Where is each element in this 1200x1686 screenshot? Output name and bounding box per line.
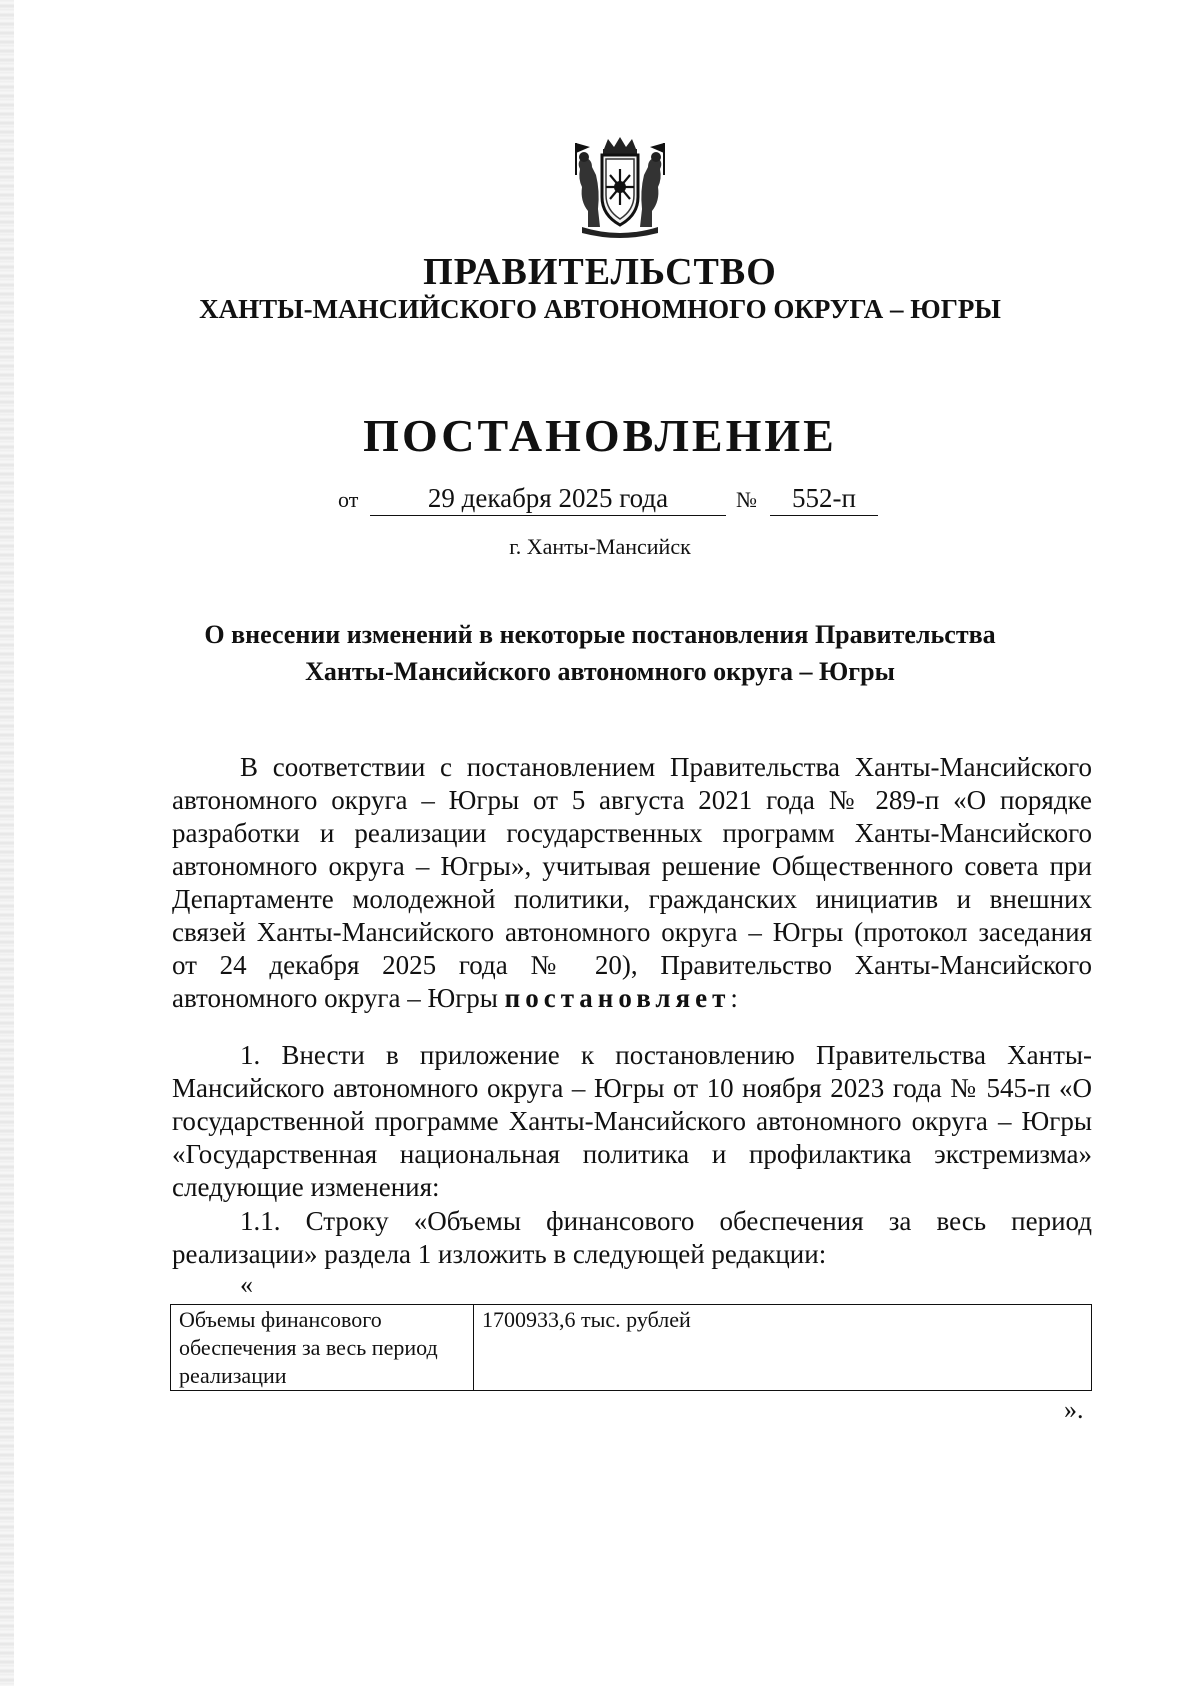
- region-title: ХАНТЫ-МАНСИЙСКОГО АВТОНОМНОГО ОКРУГА – ЮГРЫ: [199, 294, 1001, 324]
- clause-1-paragraph: [172, 1039, 1092, 1204]
- date-prefix-label: от: [338, 487, 359, 512]
- preamble-colon: :: [730, 983, 738, 1013]
- preamble-paragraph: [172, 751, 1092, 1015]
- city-label: г. Ханты-Мансийск: [509, 534, 691, 559]
- document-date: 29 декабря 2025 года: [370, 483, 726, 516]
- clause-1-1-paragraph: [172, 1205, 1092, 1271]
- number-sign-label: №: [736, 487, 757, 512]
- closing-quote: ».: [1064, 1395, 1084, 1424]
- document-type-title: ПОСТАНОВЛЕНИЕ: [363, 410, 837, 461]
- opening-quote: «: [240, 1270, 253, 1299]
- document-subject: [0, 616, 1200, 690]
- date-number-row: [338, 483, 878, 517]
- preamble-text: В соответствии с постановлением Правительства Ханты-Мансийского автономного округа – Югры от 5 августа 2021 года № 289-п «О порядке разработки и реализации государственных программ Ханты-Мансийского автономного округа – Югры», учитывая решение Общественного совета при Департаменте молодежной политики, гражданских инициатив и внешних связей Ханты-Мансийского автономного округа – Югры (протокол заседания от 24 декабря 2025 года № 20), Правительство Ханты-Мансийского автономного округа – Югры: [172, 752, 1092, 1013]
- coat-of-arms-icon: [566, 135, 674, 243]
- document-number: 552-п: [770, 483, 878, 516]
- subject-line-2: Ханты-Мансийского автономного округа – Югры: [305, 657, 895, 686]
- subject-line-1: О внесении изменений в некоторые постановления Правительства: [204, 620, 996, 649]
- financing-label-cell: Объемы финансового обеспечения за весь период реализации: [171, 1305, 474, 1391]
- financing-value-cell: 1700933,6 тыс. рублей: [474, 1305, 1092, 1391]
- clause-1-1-text: 1.1. Строку «Объемы финансового обеспечения за весь период реализации» раздела 1 изложить в следующей редакции:: [172, 1206, 1092, 1269]
- resolves-verb: постановляет: [504, 983, 731, 1013]
- government-title: ПРАВИТЕЛЬСТВО: [423, 251, 777, 293]
- financing-table: [170, 1304, 1092, 1391]
- clause-1-text: 1. Внести в приложение к постановлению Правительства Ханты-Мансийского автономного округа – Югры от 10 ноября 2023 года № 545-п «О государственной программе Ханты-Мансийского автономного округа – Югры «Государственная национальная политика и профилактика экстремизма» следующие изменения:: [172, 1040, 1092, 1202]
- table-row: [171, 1305, 1092, 1391]
